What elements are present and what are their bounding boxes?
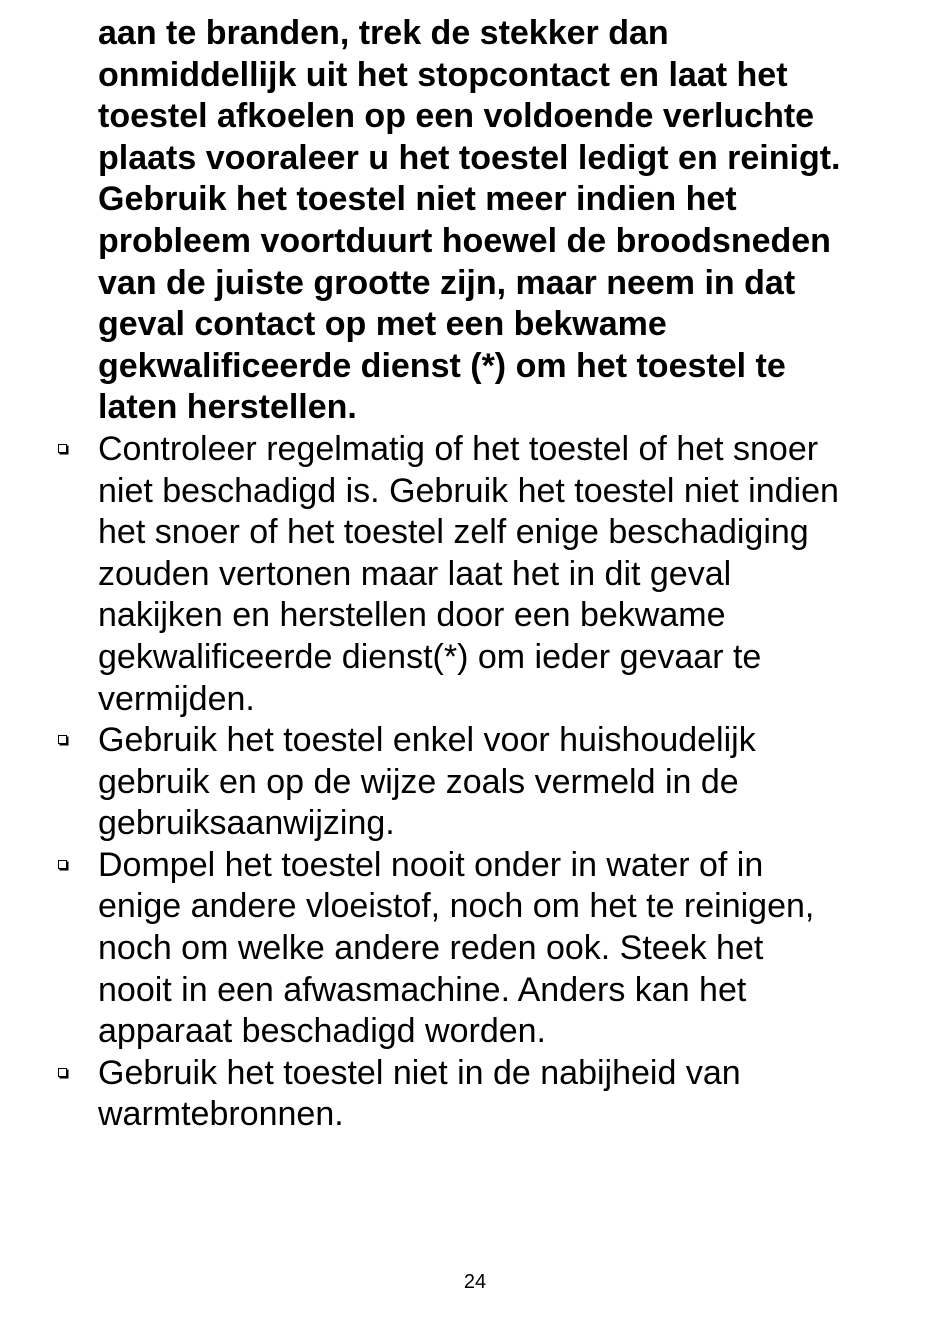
text-line: Gebruik het toestel enkel voor huishoudelijk xyxy=(98,721,756,760)
text-line: probleem voortduurt hoewel de broodsneden xyxy=(98,221,831,260)
text-line: het snoer of het toestel zelf enige beschadiging xyxy=(98,513,809,552)
text-line: warmtebronnen. xyxy=(98,1095,344,1134)
checkbox-bullet-icon xyxy=(58,444,67,453)
text-line: gebruiksaanwijzing. xyxy=(98,804,395,843)
bullet-item-no-water xyxy=(0,845,950,1053)
text-line: enige andere vloeistof, noch om het te reinigen, xyxy=(98,887,815,926)
text-line: vermijden. xyxy=(98,679,255,718)
page-number: 24 xyxy=(463,1271,487,1293)
text-line: laten herstellen. xyxy=(98,388,357,427)
text-line: nooit in een afwasmachine. Anders kan het xyxy=(98,970,747,1009)
text-line: gebruik en op de wijze zoals vermeld in de xyxy=(98,762,739,801)
page-content xyxy=(0,13,950,1136)
text-line: Dompel het toestel nooit onder in water of in xyxy=(98,845,764,884)
text-line: nakijken en herstellen door een bekwame xyxy=(98,596,726,635)
text-line: Controleer regelmatig of het toestel of het snoer xyxy=(98,429,819,468)
text-line: gekwalificeerde dienst(*) om ieder gevaar te xyxy=(98,637,762,676)
text-line: van de juiste grootte zijn, maar neem in dat xyxy=(98,263,796,302)
bullet-item-heat-sources xyxy=(0,1053,950,1136)
text-line: Gebruik het toestel niet in de nabijheid van xyxy=(98,1053,741,1092)
text-line: niet beschadigd is. Gebruik het toestel niet indien xyxy=(98,471,839,510)
bullet-item-check-cord xyxy=(0,429,950,720)
text-line: aan te branden, trek de stekker dan xyxy=(98,14,669,52)
text-line: apparaat beschadigd worden. xyxy=(98,1012,546,1051)
text-line: gekwalificeerde dienst (*) om het toestel te xyxy=(98,346,786,385)
text-line: onmiddellijk uit het stopcontact en laat het xyxy=(98,55,788,94)
text-line: toestel afkoelen op een voldoende verluchte xyxy=(98,97,815,136)
text-line: noch om welke andere reden ook. Steek het xyxy=(98,929,764,968)
checkbox-bullet-icon xyxy=(58,1068,67,1077)
checkbox-bullet-icon xyxy=(58,860,67,869)
continued-warning-paragraph xyxy=(0,13,950,429)
text-line: geval contact op met een bekwame xyxy=(98,305,667,344)
bullet-item-household-use xyxy=(0,720,950,845)
text-line: Gebruik het toestel niet meer indien het xyxy=(98,180,737,219)
checkbox-bullet-icon xyxy=(58,735,67,744)
text-line: zouden vertonen maar laat het in dit geval xyxy=(98,554,732,593)
text-line: plaats vooraleer u het toestel ledigt en reinigt. xyxy=(98,138,841,177)
